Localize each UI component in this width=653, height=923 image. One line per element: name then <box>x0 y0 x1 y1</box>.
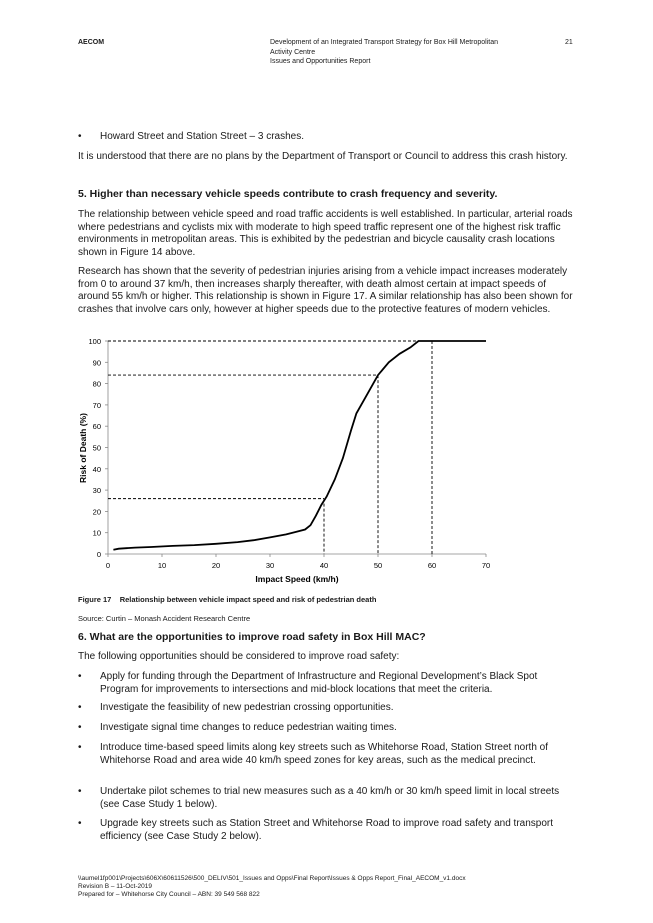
figure-source: Source: Curtin – Monash Accident Research Centre <box>78 614 251 623</box>
paragraph: The relationship between vehicle speed and road traffic accidents is well established. In particular, arterial roads where pedestrians and cyclists mix with moderate to high speed traffic represent one of the highest risk traffic environments in metropolitan areas. This is exhibited by the pedestrian and bicycle causality crash locations shown in Figure 14 above. <box>78 209 573 258</box>
bullet-marker: • <box>78 818 82 829</box>
bullet-marker: • <box>78 722 82 733</box>
footer-file-path: \\aumel1fp001\Projects\606X\60611526\500_DELIV\501_Issues and Opps\Final Report\Issues & Opps Report_Final_AECOM_v1.docx <box>78 875 466 882</box>
bullet-marker: • <box>78 702 82 713</box>
y-axis-label: Risk of Death (%) <box>78 413 88 483</box>
x-axis-label: Impact Speed (km/h) <box>255 574 339 584</box>
y-tick-label: 70 <box>92 400 101 410</box>
x-tick-label: 10 <box>157 561 167 570</box>
x-tick-label: 20 <box>211 561 221 570</box>
y-tick-label: 30 <box>92 486 101 496</box>
x-tick-label: 70 <box>481 561 491 570</box>
document-title <box>270 38 540 67</box>
list-item-text: Investigate the feasibility of new pedestrian crossing opportunities. <box>100 702 394 713</box>
list-item-text: Investigate signal time changes to reduce pedestrian waiting times. <box>100 722 397 733</box>
figure-caption <box>78 595 376 605</box>
bullet-marker: • <box>78 742 82 753</box>
x-tick-label: 40 <box>319 561 329 570</box>
x-tick-label: 60 <box>427 561 437 570</box>
section-heading: 5. Higher than necessary vehicle speeds contribute to crash frequency and severity. <box>78 188 498 200</box>
y-tick-label: 40 <box>92 464 101 474</box>
risk-of-death-chart <box>70 332 510 592</box>
bullet-marker: • <box>78 671 82 682</box>
bullet-marker: • <box>78 786 82 797</box>
list-item-text: Introduce time-based speed limits along key streets such as Whitehorse Road, Station Street north of Whitehorse Road and area wide 40 km/h speed zones for key areas, such as the medical precinct. <box>100 742 549 766</box>
footer-revision: Revision B – 11-Oct-2019 <box>78 883 152 891</box>
footer-prepared-for: Prepared for – Whitehorse City Council – ABN: 39 549 568 822 <box>78 891 260 899</box>
document-title-line: Activity Centre <box>270 48 316 56</box>
x-tick-label: 0 <box>105 561 111 570</box>
page-number: 21 <box>565 39 573 46</box>
list-item-text: Apply for funding through the Department of Infrastructure and Regional Development’s Black Spot Program for improvements to intersections and mid-block locations that meet the criteria. <box>100 671 538 695</box>
page-footer <box>78 875 466 900</box>
list-item-text: Undertake pilot schemes to trial new measures such as a 40 km/h or 30 km/h speed limit in local streets (see Case Study 1 below). <box>100 786 560 810</box>
company-name: AECOM <box>78 39 105 46</box>
document-title-line: Issues and Opportunities Report <box>270 58 371 65</box>
list-item-text: Howard Street and Station Street – 3 crashes. <box>100 131 304 142</box>
paragraph: The following opportunities should be considered to improve road safety: <box>78 651 400 662</box>
risk-curve-line <box>113 341 486 550</box>
y-tick-label: 80 <box>92 379 101 389</box>
document-title-line: Development of an Integrated Transport Strategy for Box Hill Metropolitan <box>270 39 499 46</box>
figure-title: Relationship between vehicle impact speed and risk of pedestrian death <box>119 595 377 604</box>
paragraph: It is understood that there are no plans by the Department of Transport or Council to address this crash history. <box>78 151 568 162</box>
figure-number: Figure 17 <box>78 595 112 604</box>
y-tick-label: 0 <box>96 550 101 559</box>
y-tick-label: 60 <box>92 422 101 432</box>
y-tick-label: 20 <box>92 507 101 517</box>
x-tick-label: 30 <box>265 561 275 570</box>
bullet-marker: • <box>78 131 82 142</box>
section-heading: 6. What are the opportunities to improve road safety in Box Hill MAC? <box>78 631 426 643</box>
list-item-text: Upgrade key streets such as Station Street and Whitehorse Road to improve road safety and transport efficiency (see Case Study 2 below). <box>100 818 554 842</box>
x-tick-label: 50 <box>373 561 383 570</box>
y-tick-label: 90 <box>92 358 101 368</box>
y-tick-label: 100 <box>88 337 101 346</box>
y-tick-label: 50 <box>92 443 101 453</box>
paragraph: Research has shown that the severity of pedestrian injuries arising from a vehicle impact increases moderately from 0 to around 37 km/h, then increases sharply thereafter, with death almost certain at impact speeds of around 55 km/h or higher. This relationship is shown in Figure 17. A similar relationship has also been shown for crashes that involve cars only, however at higher speeds due to the protective features of modern vehicles. <box>78 266 573 315</box>
y-tick-label: 10 <box>92 528 101 538</box>
